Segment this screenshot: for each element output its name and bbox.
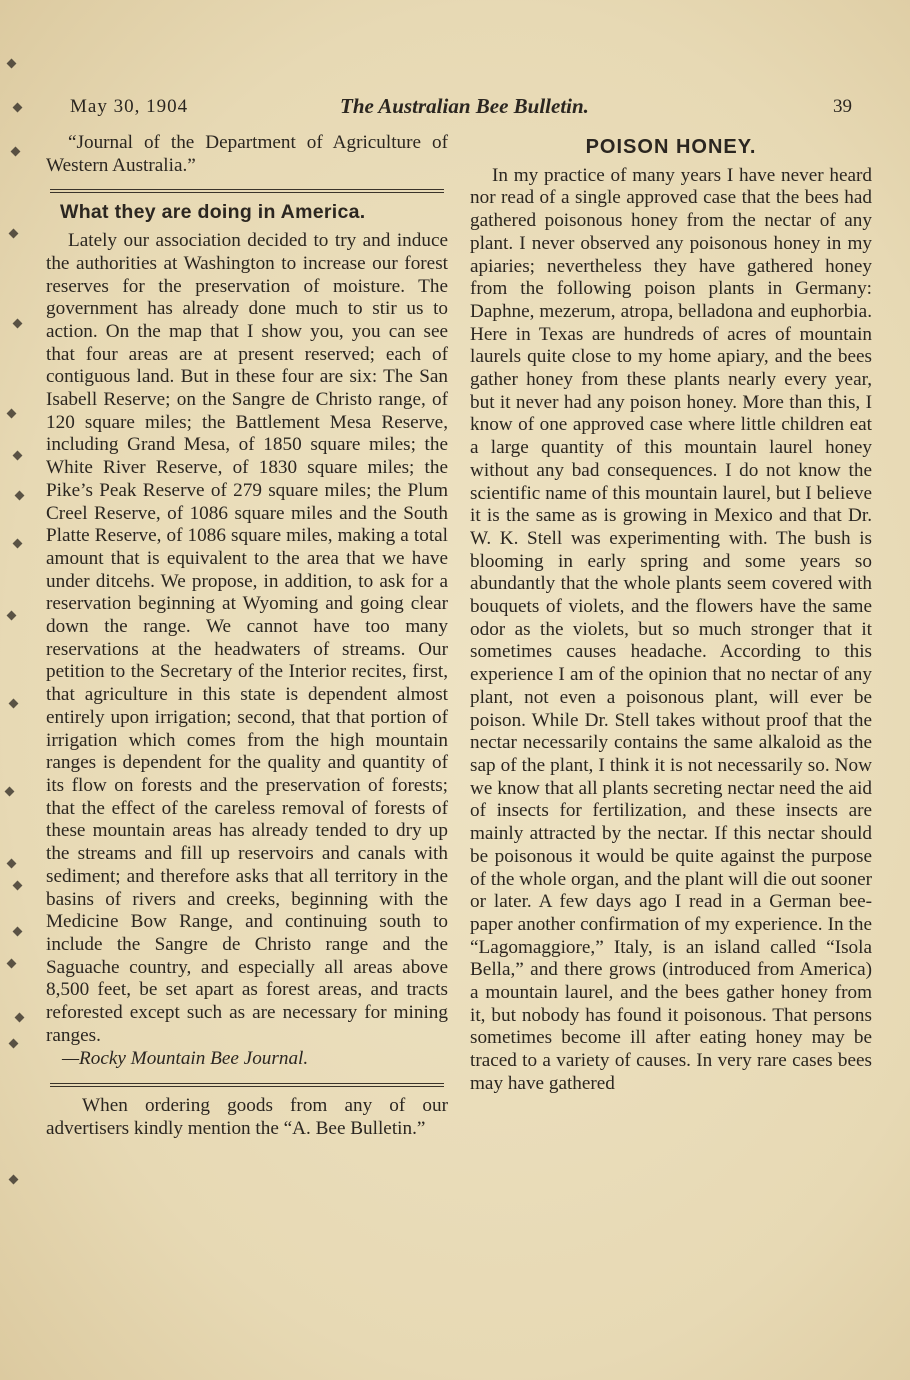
double-divider xyxy=(50,1083,444,1087)
margin-mark xyxy=(13,927,23,937)
binding-margin xyxy=(0,0,30,1380)
page-number: 39 xyxy=(833,96,852,117)
margin-mark xyxy=(13,319,23,329)
article-attribution: —Rocky Mountain Bee Journal. xyxy=(62,1048,309,1070)
margin-mark xyxy=(13,451,23,461)
running-header xyxy=(70,96,852,122)
right-column xyxy=(470,132,872,1096)
margin-mark xyxy=(15,1013,25,1023)
margin-mark xyxy=(5,787,15,797)
margin-mark xyxy=(13,881,23,891)
margin-mark xyxy=(7,409,17,419)
journal-reference: “Journal of the Department of Agriculture of Western Australia.” xyxy=(46,132,448,176)
publication-title: The Australian Bee Bulletin. xyxy=(340,94,589,118)
margin-mark xyxy=(9,699,19,709)
double-divider xyxy=(50,189,444,193)
margin-mark xyxy=(13,539,23,549)
margin-mark xyxy=(7,859,17,869)
issue-date: May 30, 1904 xyxy=(70,96,189,117)
margin-mark xyxy=(15,491,25,501)
article-body: Lately our association decided to try and induce the authorities at Washington to increase our forest reserves for the preservation of moisture. The government has already done much to stir us to action. On the map that I show you, you can see that four areas are at present reserved; each of contiguous land. But in these four are six: The San Isabell Reserve; on the Sangre de Christo range, of 120 square miles; the Battlement Mesa Reserve, including Grand Mesa, of 1850 square miles; the White River Reserve, of 1830 square miles; the Pike’s Peak Reserve of 279 square miles; the Plum Creel Reserve, of 1086 square miles and the South Platte Reserve, of 1086 square miles, making a total amount that is equivalent to the area that we have under ditcehs. We propose, in addition, to ask for a reservation beginning at Wyoming and going clear down the range. We cannot have too many reservations at the headwaters of streams. Our petition to the Secretary of the Interior recites, first, that agriculture in this state is dependent almost entirely upon irrigation; second, that that portion of irrigation which comes from the high mountain ranges is dependent for the quality and quantity of its flow on forests and the preservation of forests; that the effect of the careless removal of forests of these mountain areas has already tended to dry up the streams and fill up reservoirs and canals with sediment; and therefore asks that all territory in the basins of rivers and creeks, beginning with the Medicine Bow Range, and continuing south to include the Sangre de Christo range and the Saguache country, and especially all areas above 8,500 feet, be set apart as forest areas, and tracts reforested except such as are necessary for mining ranges. xyxy=(46,230,448,1046)
margin-mark xyxy=(7,611,17,621)
margin-mark xyxy=(9,1039,19,1049)
margin-mark xyxy=(13,103,23,113)
poison-honey-body: In my practice of many years I have never heard nor read of a single approved case that the bees had gathered poisonous honey from the nectar of any plant. I never observed any poisonous honey in my apiaries; nevertheless they have gathered honey from the following poison plants in Germany: Daphne, mezerum, atropa, belladona and euphorbia. Here in Texas are hundreds of acres of mountain laurels quite close to my home apiary, and the bees gather honey from these plants nearly every year, but it never had any poison honey. More than this, I know of one approved case where little children eat a large quantity of this mountain laurel honey without any bad consequences. I do not know the scientific name of this mountain laurel, but I believe it is the same as is growing in Mexico and that Dr. W. K. Stell was experimenting with. The bush is blooming in early spring and some years so abundantly that the whole plants seem covered with bouquets of violets, and the flowers have the same odor as the violets, but so much stronger that it sometimes causes headache. According to this experience I am of the opinion that no nectar of any plant, not even a poisonous plant, will ever be poison. While Dr. Stell takes without proof that the nectar necessarily contains the same alkaloid as the sap of the plant, I think it is not necessarily so. Now we know that all plants secreting nectar need the aid of insects for fertilization, and these insects are mainly attracted by the nectar. If this nectar should be poisonous it would be quite against the purpose of the whole organ, and the plant will die out sooner or later. A few days ago I read in a German bee-paper another confirmation of my experience. In the “Lagomaggiore,” Italy, is an island called “Isola Bella,” and there grows (introduced from America) a mountain laurel, and the bees gather honey from it, but nobody has found it poisonous. That persons sometimes become ill after eating honey may be traced to a variety of causes. In very rare cases bees may have gathered xyxy=(470,164,872,1094)
poison-honey-heading: POISON HONEY. xyxy=(585,136,757,158)
margin-mark xyxy=(11,147,21,157)
left-column xyxy=(46,132,448,1141)
margin-mark xyxy=(9,1175,19,1185)
margin-mark xyxy=(7,959,17,969)
margin-mark xyxy=(7,59,17,69)
article-heading: What they are doing in America. xyxy=(60,201,366,224)
advertiser-notice: When ordering goods from any of our advertisers kindly mention the “A. Bee Bulletin.” xyxy=(46,1095,448,1139)
margin-mark xyxy=(9,229,19,239)
